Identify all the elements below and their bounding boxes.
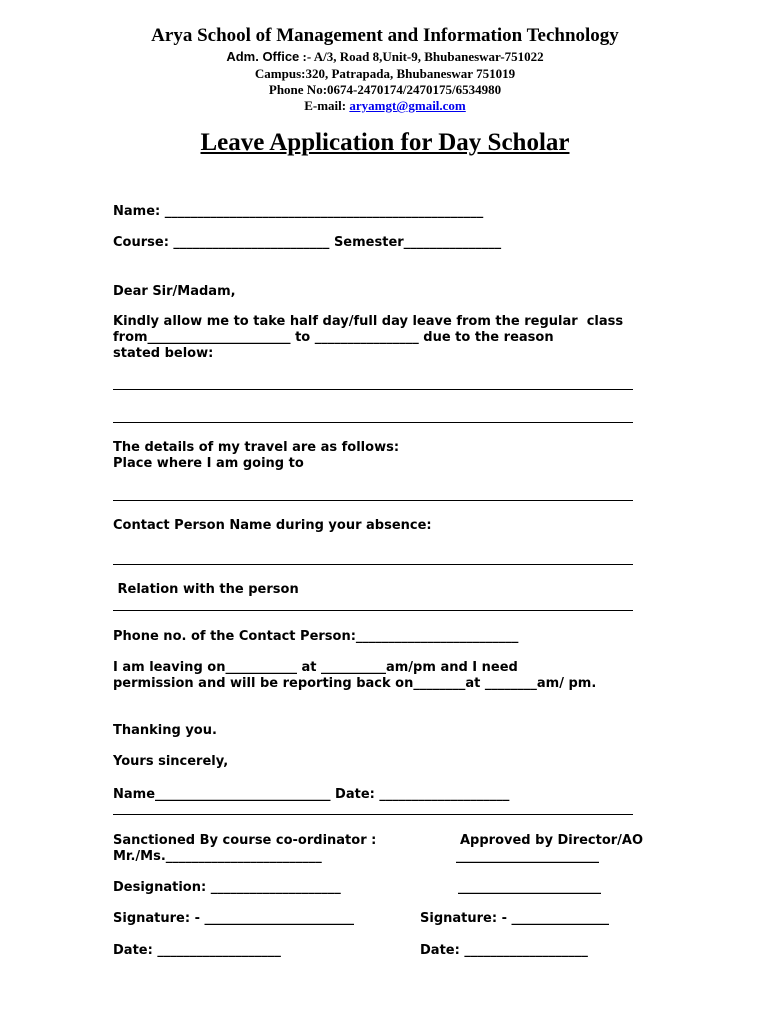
body-text-line-1: Kindly allow me to take half day/full day leave from the regular class — [113, 314, 624, 329]
school-name: Arya School of Management and Information Technology — [151, 25, 619, 46]
applicant-signature-line[interactable] — [113, 814, 633, 815]
office-address — [0, 49, 770, 65]
director-date-field[interactable]: Date: ___________________ — [420, 943, 588, 958]
body-text-line-3: stated below: — [113, 346, 214, 361]
travel-heading: The details of my travel are as follows: — [113, 440, 400, 455]
approved-by-label: Approved by Director/AO — [460, 833, 644, 848]
contact-phone-field[interactable]: Phone no. of the Contact Person:_________________________ — [113, 629, 519, 644]
course-semester-field[interactable]: Course: ________________________ Semester_______________ — [113, 235, 502, 250]
return-time-field[interactable]: permission and will be reporting back on________at ________am/ pm. — [113, 676, 597, 691]
designation-right-line[interactable]: ______________________ — [458, 880, 601, 895]
salutation: Dear Sir/Madam, — [113, 284, 236, 299]
leave-dates-field[interactable]: from______________________ to ________________ due to the reason — [113, 330, 554, 345]
reason-line-2[interactable] — [113, 422, 633, 423]
email-link[interactable]: aryamgt@gmail.com — [349, 98, 466, 113]
email-label: E-mail: — [304, 98, 350, 113]
contact-person-label: Contact Person Name during your absence: — [113, 518, 432, 533]
reason-line-1[interactable] — [113, 389, 633, 390]
coordinator-signature-field[interactable]: Signature: - _______________________ — [113, 911, 354, 926]
relation-label: Relation with the person — [113, 582, 299, 597]
coordinator-date-field[interactable]: Date: ___________________ — [113, 943, 281, 958]
relation-line[interactable] — [113, 610, 633, 611]
office-address-text: :- A/3, Road 8,Unit-9, Bhubaneswar-751022 — [299, 49, 544, 64]
page-title: Leave Application for Day Scholar — [200, 129, 570, 156]
leaving-time-field[interactable]: I am leaving on___________ at __________am/pm and I need — [113, 660, 518, 675]
name-field[interactable]: Name: _________________________________________________ — [113, 204, 484, 219]
destination-label: Place where I am going to — [113, 456, 304, 471]
director-signature-field[interactable]: Signature: - _______________ — [420, 911, 609, 926]
contact-person-line[interactable] — [113, 564, 633, 565]
thanking-text: Thanking you. — [113, 723, 217, 738]
email-line — [0, 98, 770, 114]
sanctioned-by-label: Sanctioned By course co-ordinator : — [113, 833, 377, 848]
destination-line[interactable] — [113, 500, 633, 501]
yours-sincerely: Yours sincerely, — [113, 754, 229, 769]
phone-numbers: Phone No:0674-2470174/2470175/6534980 — [268, 82, 502, 97]
approved-by-line[interactable]: ______________________ — [456, 849, 599, 864]
designation-field[interactable]: Designation: ____________________ — [113, 880, 341, 895]
office-label: Adm. Office — [226, 49, 300, 64]
applicant-name-date-field[interactable]: Name___________________________ Date: ____________________ — [113, 787, 510, 802]
campus-address: Campus:320, Patrapada, Bhubaneswar 751019 — [254, 66, 516, 81]
coordinator-name-field[interactable]: Mr./Ms.________________________ — [113, 849, 322, 864]
